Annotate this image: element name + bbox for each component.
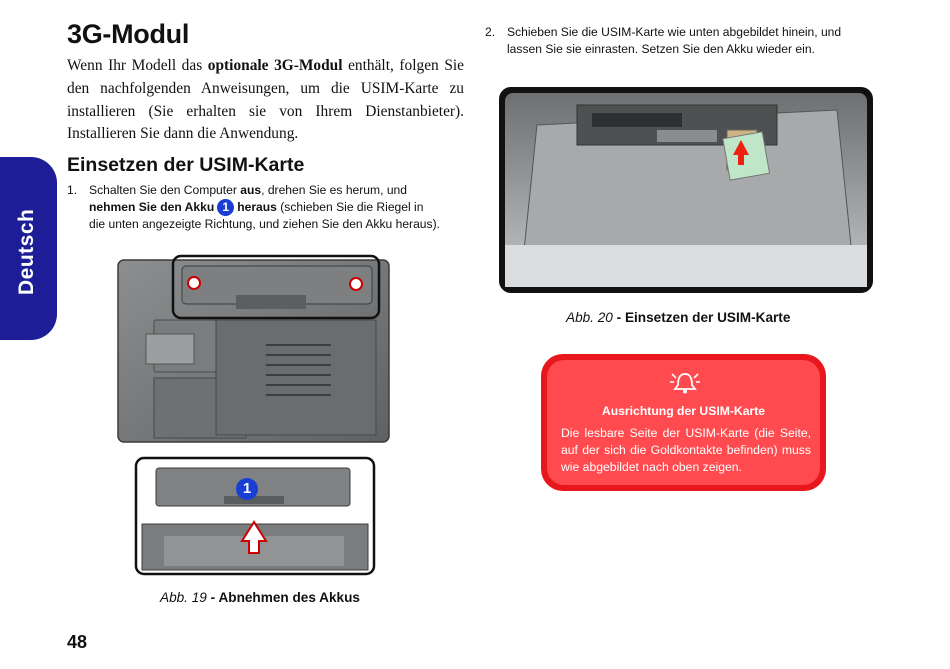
step-1-text: Schalten Sie den Computer aus, drehen Sie es herum, und nehmen Sie den Akku 1 heraus (schieben Sie die Riegel in die unten angezeigte Richtung, und ziehen Sie den Akku heraus).: [89, 183, 440, 232]
step-1: [67, 182, 467, 234]
step-1-number: 1.: [67, 183, 78, 197]
notice-box: [541, 354, 826, 491]
usim-slot-image: [497, 85, 875, 295]
step-2-number: 2.: [485, 25, 496, 39]
section-heading: Einsetzen der USIM-Karte: [67, 154, 305, 176]
language-tab-label: Deutsch: [15, 208, 38, 295]
intro-paragraph: Wenn Ihr Modell das optionale 3G-Modul enthält, folgen Sie den nachfolgenden Anweisungen, um die USIM-Karte zu installieren (Sie erhalten sie von Ihrem Dienstanbieter). Installieren Sie dann die Anwendung.: [67, 57, 464, 143]
notice-body: Die lesbare Seite der USIM-Karte (die Seite, auf der sich die Goldkontakte befinden) muss wie abgebildet nach oben zeigen.: [561, 426, 811, 474]
battery-badge-figure: 1: [236, 478, 258, 500]
battery-number-badge: 1: [217, 199, 234, 216]
warning-bell-icon: [669, 368, 701, 396]
step-2-text: Schieben Sie die USIM-Karte wie unten abgebildet hinein, und lassen Sie sie einrasten. Setzen Sie den Akku wieder ein.: [507, 25, 842, 56]
battery-removal-image: [134, 456, 376, 576]
laptop-underside-image: [116, 250, 391, 445]
step-2: [485, 24, 885, 60]
figure-20-caption: Abb. 20 - Einsetzen der USIM-Karte: [566, 310, 791, 325]
notice-inner: [547, 360, 820, 485]
intro-bold: optionale 3G-Modul: [207, 57, 343, 74]
notice-title: Ausrichtung der USIM-Karte: [601, 404, 766, 418]
page-number: 48: [67, 632, 88, 652]
figure-19-caption: Abb. 19 - Abnehmen des Akkus: [160, 590, 360, 605]
page-title: 3G-Modul: [67, 19, 190, 49]
